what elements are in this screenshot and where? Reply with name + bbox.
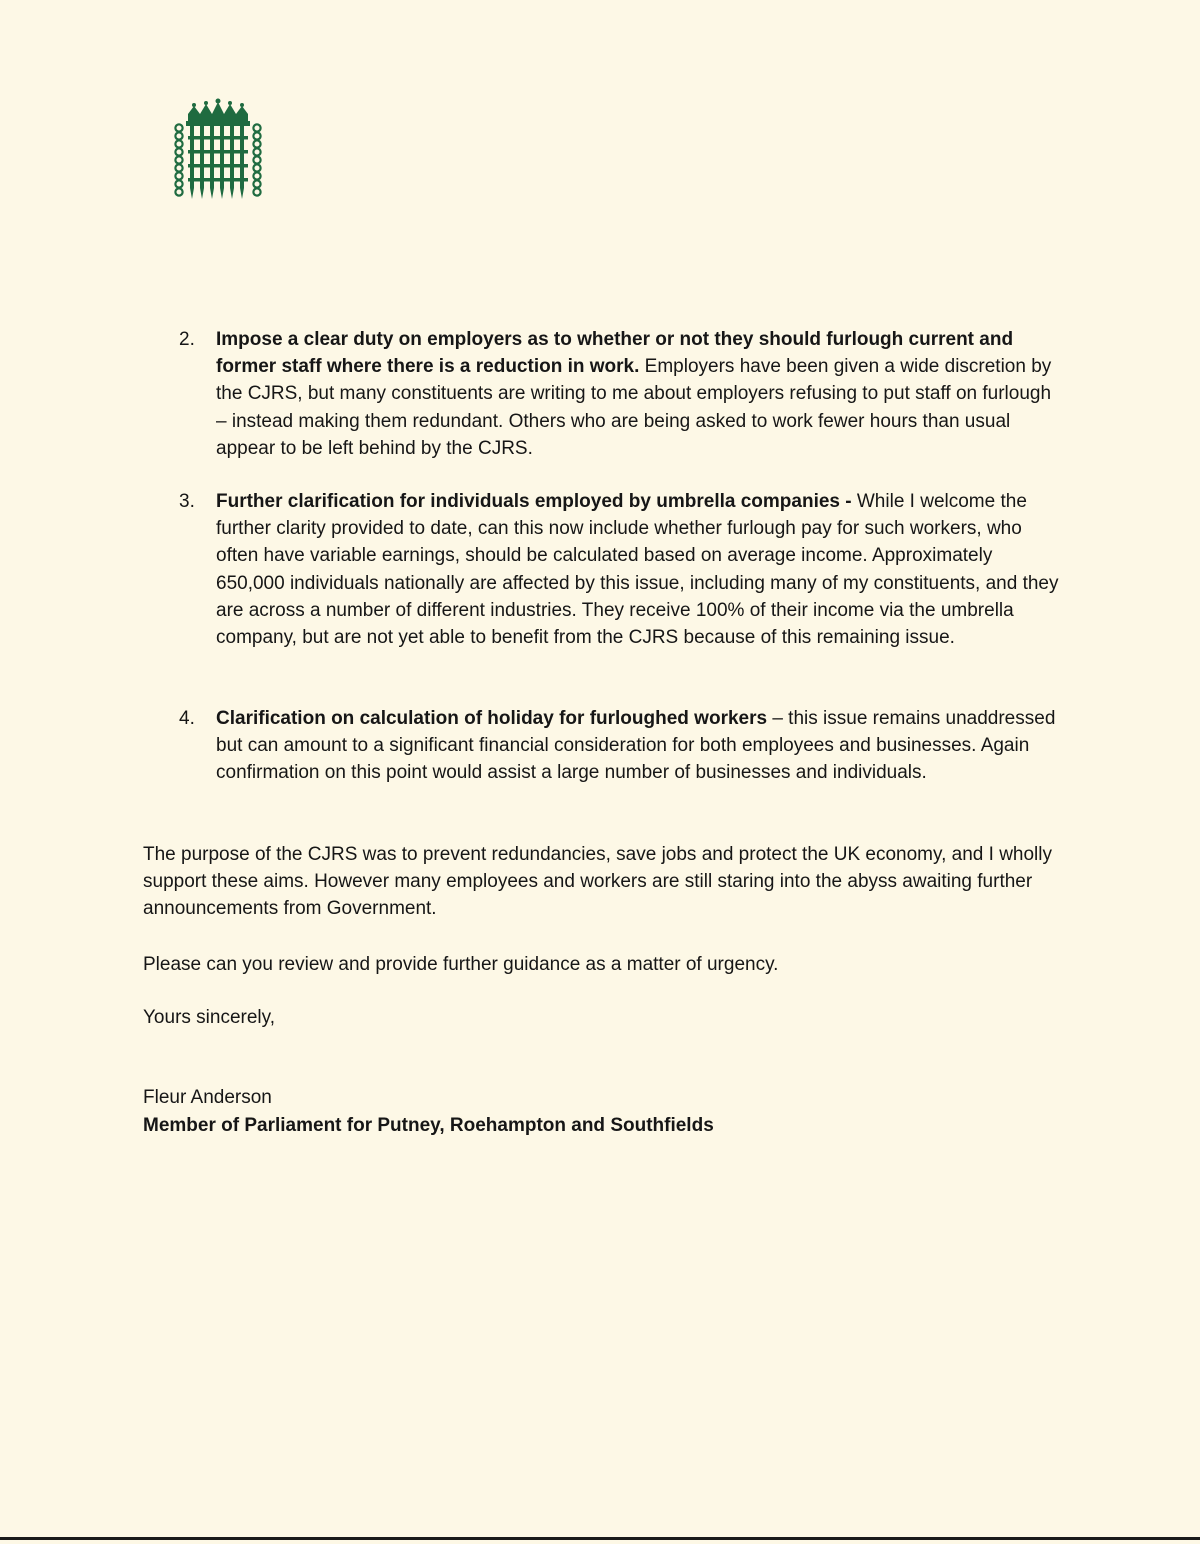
purpose-paragraph: The purpose of the CJRS was to prevent redundancies, save jobs and protect the UK economy, and I wholly support these aims. However many employees and workers are still staring into the abyss awaiting further announcements from Government.	[143, 844, 1052, 920]
item-number: 2.	[179, 329, 195, 350]
portcullis-icon	[172, 98, 264, 200]
page-bottom-edge	[0, 1537, 1200, 1540]
item-heading: Impose a clear duty on employers as to whether or not they should furlough current and former staff where there is a reduction in work.	[216, 329, 1014, 378]
item-text	[216, 326, 1066, 462]
item-body: While I welcome the further clarity provided to date, can this now include whether furlough pay for such workers, who often have variable earnings, should be calculated based on average income. Approximately 650,000 individuals nationally are affected by this issue, including many of my constituents, and they are across a number of different industries. They receive 100% of their income via the umbrella company, but are not yet able to benefit from the CJRS because of this remaining issue.	[216, 491, 1059, 649]
item-heading: Clarification on calculation of holiday for furloughed workers	[216, 708, 768, 729]
item-number: 4.	[179, 708, 195, 729]
signatory-name: Fleur Anderson	[143, 1087, 272, 1108]
item-text	[216, 705, 1066, 787]
item-heading: Further clarification for individuals employed by umbrella companies -	[216, 491, 852, 512]
item-body: Employers have been given a wide discretion by the CJRS, but many constituents are writing to me about employers refusing to put staff on furlough – instead making them redundant. Others who are being asked to work fewer hours than usual appear to be left behind by the CJRS.	[216, 356, 1052, 459]
closing: Yours sincerely,	[143, 1007, 276, 1028]
item-body: – this issue remains unaddressed but can amount to a significant financial consideration for both employees and businesses. Again confirmation on this point would assist a large number of businesses and individuals.	[216, 708, 1056, 784]
item-text	[216, 488, 1066, 651]
request-paragraph: Please can you review and provide further guidance as a matter of urgency.	[143, 954, 779, 975]
signatory-title: Member of Parliament for Putney, Roehampton and Southfields	[143, 1115, 714, 1136]
item-number: 3.	[179, 491, 195, 512]
